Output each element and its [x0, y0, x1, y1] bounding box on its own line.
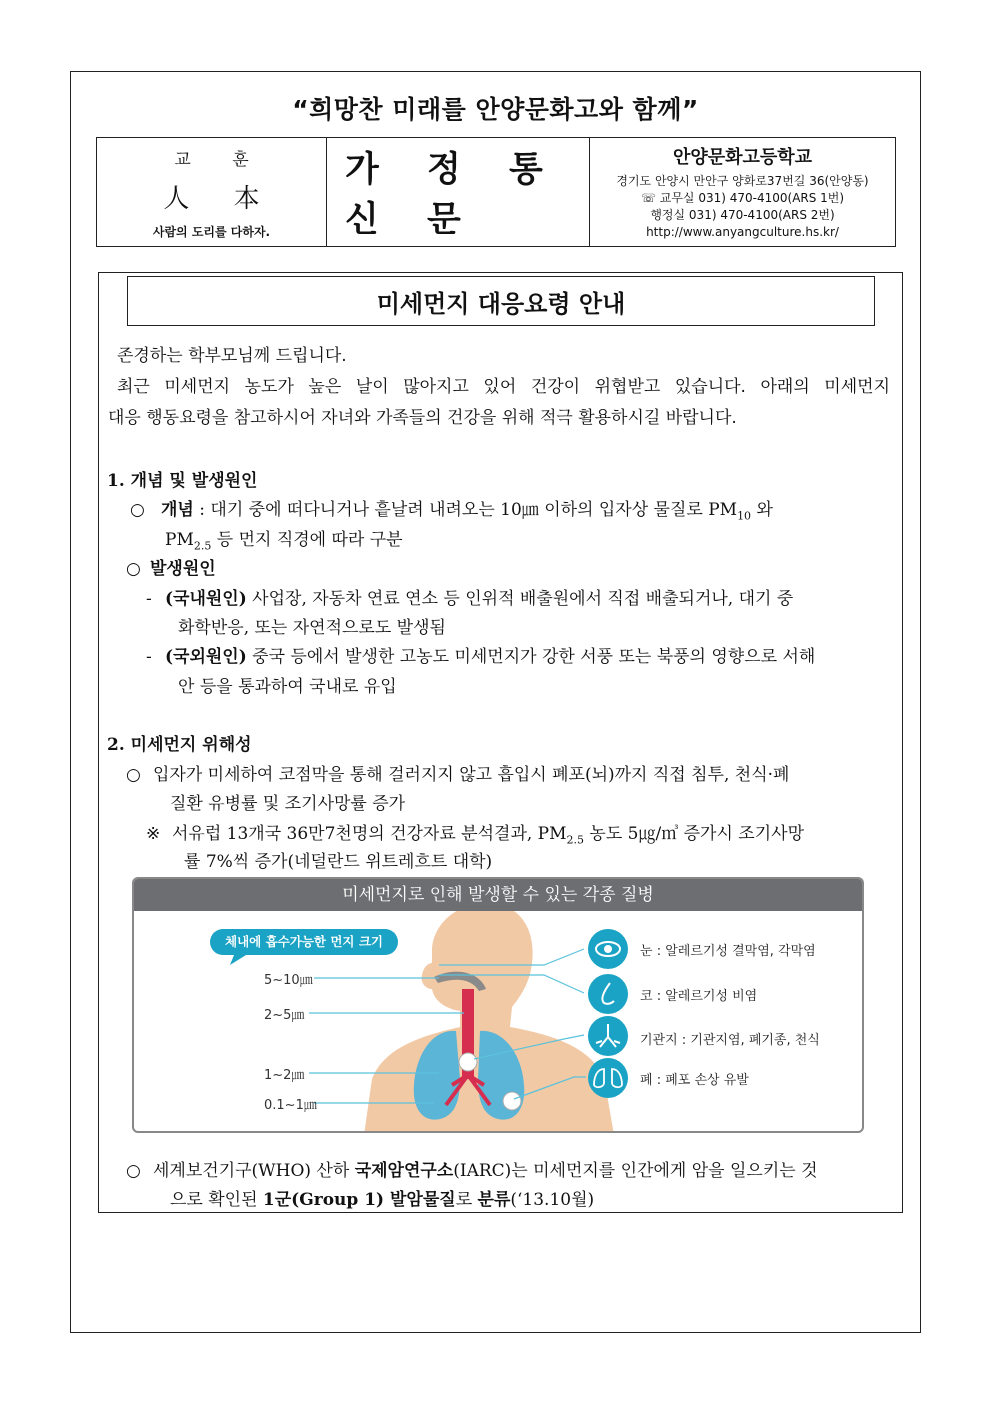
school-phone-1: ☏ 교무실 031) 470-4100(ARS 1번)	[640, 191, 845, 205]
note-line-1	[172, 822, 804, 852]
iarc-line-1	[153, 1159, 818, 1183]
title-cell	[327, 138, 590, 246]
note-text-1a: 서유럽 13개국 36만7천명의 건강자료 분석결과, PM	[172, 824, 567, 844]
iarc-text-2a: 으로 확인된	[170, 1190, 263, 1210]
foreign-line-1	[165, 645, 815, 669]
size-label-2: 2~5㎛	[264, 1008, 305, 1023]
intro-line-1: 최근 미세먼지 농도가 높은 날이 많아지고 있어 건강이 위협받고 있습니다. 아래의 미세먼지	[117, 377, 890, 397]
section-2-heading: 2. 미세먼지 위해성	[107, 735, 252, 755]
size-label-4: 0.1~1㎛	[264, 1098, 317, 1113]
lungs-icon	[588, 1058, 628, 1098]
concept-wa: 와	[751, 500, 773, 520]
iarc-text-2c: (‘13.10월)	[510, 1190, 595, 1210]
intro-line-2: 대응 행동요령을 참고하시어 자녀와 가족들의 건강을 위해 적극 활용하시길 바랍니다.	[108, 408, 737, 428]
harm-bullet-1: ○	[126, 765, 141, 785]
alveoli-right	[503, 1092, 521, 1110]
harm-line-2: 질환 유병률 및 조기사망률 증가	[170, 794, 406, 814]
school-website[interactable]: http://www.anyangculture.hs.kr/	[646, 225, 839, 239]
school-phone-2: 행정실 031) 470-4100(ARS 2번)	[650, 208, 835, 222]
domestic-text: 사업장, 자동차 연료 연소 등 인위적 배출원에서 직접 배출되거나, 대기 중	[246, 589, 794, 609]
concept-label: 개념	[161, 500, 194, 520]
infographic-title: 미세먼지로 인해 발생할 수 있는 각종 질병	[134, 879, 862, 911]
iarc-bold-2: 1군(Group 1) 발암물질	[262, 1190, 456, 1210]
note-text-1b: 농도 5㎍/㎥ 증가시 조기사망	[584, 824, 804, 844]
harm-bullet-2: ○	[126, 1161, 141, 1181]
iarc-text-1b: (IARC)는 미세먼지를 인간에게 암을 일으키는 것	[453, 1161, 818, 1181]
foreign-dash: -	[146, 647, 152, 667]
note-mark: ※	[146, 824, 161, 844]
foreign-text: 중국 등에서 발생한 고농도 미세먼지가 강한 서풍 또는 북풍의 영향으로 서해	[246, 647, 816, 667]
motto-cell	[97, 138, 327, 246]
disease-eye: 눈 : 알레르기성 결막염, 각막염	[640, 944, 816, 959]
motto-main: 人 本	[163, 183, 278, 214]
greeting: 존경하는 학부모님께 드립니다.	[117, 346, 347, 366]
newsletter-title: 가 정 통 신 문	[345, 150, 561, 240]
foreign-line-2: 안 등을 통과하여 국내로 유입	[178, 677, 397, 697]
eye-icon	[588, 929, 628, 969]
disease-lung: 폐 : 폐포 손상 유발	[640, 1073, 749, 1088]
size-label-3: 1~2㎛	[264, 1068, 305, 1083]
concept-text-2: 등 먼지 직경에 따라 구분	[211, 530, 403, 550]
concept-pm: PM	[165, 530, 194, 550]
pm25-subscript: 2.5	[193, 539, 212, 553]
newsletter-header	[96, 137, 896, 247]
document-title: 미세먼지 대응요령 안내	[127, 276, 875, 326]
school-info-cell	[590, 138, 895, 246]
domestic-label: (국내원인)	[165, 589, 247, 609]
foreign-label: (국외원인)	[165, 647, 247, 667]
concept-line-1	[161, 498, 891, 528]
iarc-line-2	[170, 1188, 594, 1212]
bronchus-icon	[588, 1016, 628, 1056]
iarc-text-1a: 세계보건기구(WHO) 산하	[153, 1161, 355, 1181]
nose-icon	[588, 974, 628, 1014]
iarc-bold-1: 국제암연구소	[354, 1161, 454, 1181]
size-bubble-text: 체내에 흡수가능한 먼지 크기	[225, 934, 383, 949]
domestic-line-1	[165, 587, 793, 611]
bubble-tail	[230, 955, 246, 965]
concept-bullet: ○	[130, 500, 145, 520]
slogan: “희망찬 미래를 안양문화고와 함께”	[292, 95, 699, 124]
motto-subtitle: 사람의 도리를 다하자.	[152, 224, 271, 239]
alveoli-left	[459, 1053, 477, 1071]
domestic-line-2: 화학반응, 또는 자연적으로도 발생됨	[178, 618, 446, 638]
note-pm25-subscript: 2.5	[566, 833, 585, 847]
domestic-dash: -	[146, 589, 152, 609]
concept-line-2	[165, 528, 403, 558]
iarc-bold-3: 분류	[477, 1190, 511, 1210]
infographic-drawing	[134, 879, 864, 1133]
pm10-subscript: 10	[737, 509, 752, 523]
disease-bronchus: 기관지 : 기관지염, 폐기종, 천식	[640, 1033, 820, 1048]
iarc-text-2b: 로	[455, 1190, 478, 1210]
school-name: 안양문화고등학교	[672, 147, 813, 168]
disease-infographic	[132, 877, 864, 1133]
motto-label: 교 훈	[174, 149, 267, 170]
concept-text: : 대기 중에 떠다니거나 흩날려 내려오는 10㎛ 이하의 입자상 물질로 PM	[199, 500, 738, 520]
cause-label: 발생원인	[150, 559, 216, 579]
cause-bullet: ○	[126, 559, 141, 579]
disease-nose: 코 : 알레르기성 비염	[640, 989, 758, 1004]
section-1-heading: 1. 개념 및 발생원인	[107, 471, 258, 491]
size-label-1: 5~10㎛	[264, 973, 313, 988]
school-address: 경기도 안양시 만안구 양화로37번길 36(안양동)	[616, 174, 869, 188]
harm-line-1: 입자가 미세하여 코점막을 통해 걸러지지 않고 흡입시 폐포(뇌)까지 직접 침투, 천식·폐	[153, 765, 790, 785]
note-line-2: 률 7%씩 증가(네덜란드 위트레흐트 대학)	[184, 852, 493, 872]
